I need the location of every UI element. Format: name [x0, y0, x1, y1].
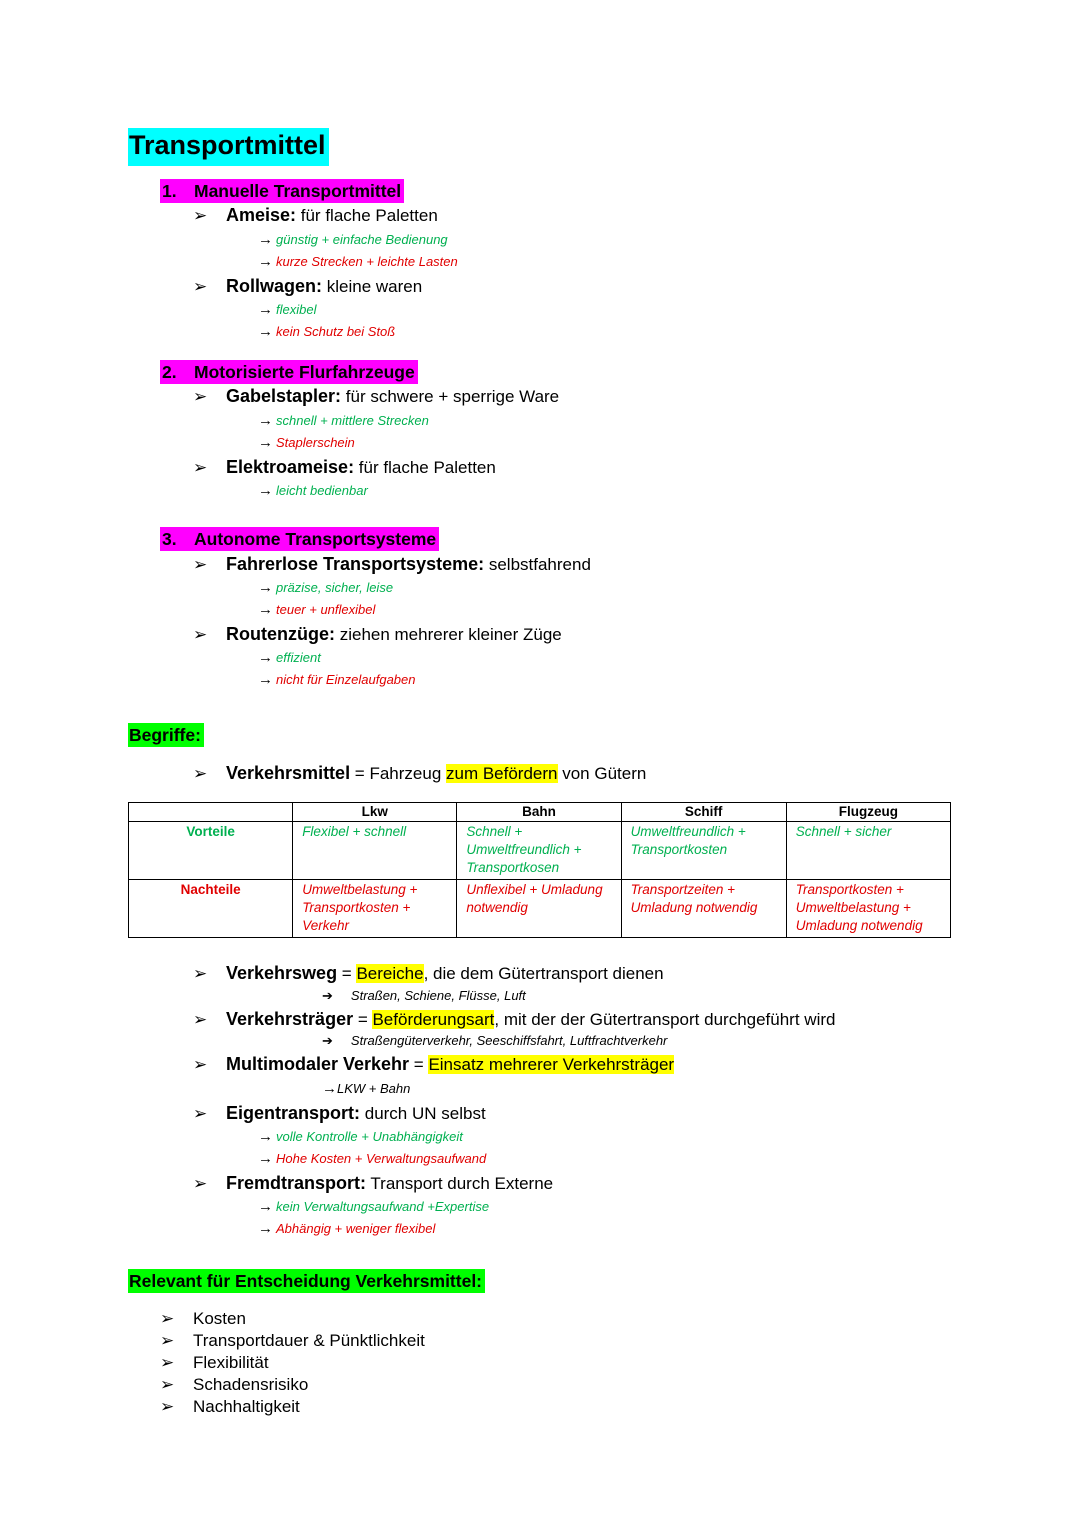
arrow-icon: → — [258, 1128, 273, 1145]
arrow-icon: → — [258, 323, 273, 340]
pro-note: → präzise, sicher, leise — [258, 579, 394, 596]
list-item: ➢ Verkehrsmittel = Fahrzeug zum Befördern von Gütern — [193, 763, 647, 783]
arrow-icon: → — [258, 1150, 273, 1167]
pro-note: → effizient — [258, 649, 321, 666]
list-item: ➢ Gabelstapler: für schwere + sperrige Ware — [193, 386, 560, 406]
list-item: ➢ Kosten — [160, 1309, 246, 1328]
bullet-arrow-icon: ➢ — [193, 1055, 208, 1074]
bullet-arrow-icon: ➢ — [193, 1104, 208, 1123]
bullet-arrow-icon: ➢ — [193, 206, 208, 225]
section-heading-2: 2. Motorisierte Flurfahrzeuge — [160, 360, 418, 384]
arrow-icon: → — [258, 579, 273, 596]
bullet-arrow-icon: ➢ — [193, 387, 208, 406]
comparison-table — [128, 802, 951, 938]
table-header-cell: Flugzeug — [786, 803, 950, 822]
con-note: → Abhängig + weniger flexibel — [258, 1220, 436, 1237]
table-cell: Unflexibel + Umladung notwendig — [457, 880, 621, 938]
arrow-icon: → — [258, 231, 273, 248]
bullet-arrow-icon: ➢ — [193, 964, 208, 983]
pro-note: → kein Verwaltungsaufwand +Expertise — [258, 1198, 490, 1215]
bold-arrow-icon: ➔ — [322, 1033, 333, 1048]
bullet-arrow-icon: ➢ — [193, 458, 208, 477]
con-note: → Hohe Kosten + Verwaltungsaufwand — [258, 1150, 487, 1167]
arrow-icon: → — [258, 1198, 273, 1215]
pro-note: → flexibel — [258, 301, 317, 318]
bold-arrow-icon: ➔ — [322, 988, 333, 1003]
bullet-arrow-icon: ➢ — [160, 1353, 175, 1372]
con-note: → teuer + unflexibel — [258, 601, 376, 618]
bullet-arrow-icon: ➢ — [193, 277, 208, 296]
list-item: ➢ Eigentransport: durch UN selbst — [193, 1103, 486, 1123]
bullet-arrow-icon: ➢ — [160, 1397, 175, 1416]
table-cell: Umweltbelastung + Transportkosten + Verkehr — [293, 880, 457, 938]
arrow-icon: → — [258, 434, 273, 451]
table-cell: Flexibel + schnell — [293, 822, 457, 880]
begriffe-heading: Begriffe: — [128, 723, 204, 747]
example-note: ➔ Straßen, Schiene, Flüsse, Luft — [322, 988, 526, 1003]
arrow-icon: → — [258, 671, 273, 688]
arrow-icon: → — [258, 253, 273, 270]
section-heading-3: 3. Autonome Transportsysteme — [160, 527, 439, 551]
arrow-icon: → — [258, 601, 273, 618]
bullet-arrow-icon: ➢ — [193, 625, 208, 644]
list-item: ➢ Verkehrsträger = Beförderungsart, mit der der Gütertransport durchgeführt wird — [193, 1009, 836, 1029]
list-item: ➢ Schadensrisiko — [160, 1375, 309, 1394]
pro-note: → günstig + einfache Bedienung — [258, 231, 448, 248]
relevant-heading: Relevant für Entscheidung Verkehrsmittel: — [128, 1269, 485, 1293]
con-note: → Staplerschein — [258, 434, 355, 451]
con-note: → kurze Strecken + leichte Lasten — [258, 253, 458, 270]
list-item: ➢ Multimodaler Verkehr = Einsatz mehrerer Verkehrsträger — [193, 1054, 675, 1074]
bullet-arrow-icon: ➢ — [160, 1375, 175, 1394]
table-header-cell: Lkw — [293, 803, 457, 822]
table-row — [129, 880, 951, 938]
section-heading-1: 1. Manuelle Transportmittel — [160, 179, 404, 203]
arrow-icon: → — [258, 301, 273, 318]
table-header-cell: Schiff — [621, 803, 786, 822]
arrow-icon: → — [258, 1220, 273, 1237]
arrow-icon: → — [258, 412, 273, 429]
nachteile-label: Nachteile — [129, 880, 293, 938]
table-cell: Schnell + sicher — [786, 822, 950, 880]
table-cell: Transportzeiten + Umladung notwendig — [621, 880, 786, 938]
pro-note: → leicht bedienbar — [258, 482, 368, 499]
bullet-arrow-icon: ➢ — [193, 1010, 208, 1029]
table-cell: Transportkosten + Umweltbelastung + Umladung notwendig — [786, 880, 950, 938]
list-item: ➢ Flexibilität — [160, 1353, 269, 1372]
pro-note: → volle Kontrolle + Unabhängigkeit — [258, 1128, 463, 1145]
list-item: ➢ Nachhaltigkeit — [160, 1397, 300, 1416]
bullet-arrow-icon: ➢ — [193, 764, 208, 783]
example-note: ➔ Straßengüterverkehr, Seeschiffsfahrt, Luftfrachtverkehr — [322, 1033, 668, 1048]
page-title: Transportmittel — [128, 128, 329, 166]
list-item: ➢ Rollwagen: kleine waren — [193, 276, 423, 296]
con-note: → kein Schutz bei Stoß — [258, 323, 396, 340]
pro-note: → schnell + mittlere Strecken — [258, 412, 429, 429]
list-item: ➢ Ameise: für flache Paletten — [193, 205, 438, 225]
list-item: ➢ Routenzüge: ziehen mehrerer kleiner Züge — [193, 624, 562, 644]
bullet-arrow-icon: ➢ — [160, 1309, 175, 1328]
con-note: → nicht für Einzelaufgaben — [258, 671, 416, 688]
list-item: ➢ Fremdtransport: Transport durch Externe — [193, 1173, 554, 1193]
table-header-cell: Bahn — [457, 803, 621, 822]
list-item: ➢ Transportdauer & Pünktlichkeit — [160, 1331, 425, 1350]
arrow-icon: → — [322, 1080, 337, 1097]
arrow-icon: → — [258, 649, 273, 666]
example-note: →LKW + Bahn — [322, 1080, 411, 1097]
table-cell: Schnell + Umweltfreundlich + Transportkosen — [457, 822, 621, 880]
bullet-arrow-icon: ➢ — [193, 1174, 208, 1193]
table-header-cell — [129, 803, 293, 822]
list-item: ➢ Verkehrsweg = Bereiche, die dem Gütertransport dienen — [193, 963, 664, 983]
list-item: ➢ Fahrerlose Transportsysteme: selbstfahrend — [193, 554, 591, 574]
arrow-icon: → — [258, 482, 273, 499]
bullet-arrow-icon: ➢ — [160, 1331, 175, 1350]
bullet-arrow-icon: ➢ — [193, 555, 208, 574]
table-row — [129, 822, 951, 880]
list-item: ➢ Elektroameise: für flache Paletten — [193, 457, 496, 477]
vorteile-label: Vorteile — [129, 822, 293, 880]
table-cell: Umweltfreundlich + Transportkosten — [621, 822, 786, 880]
